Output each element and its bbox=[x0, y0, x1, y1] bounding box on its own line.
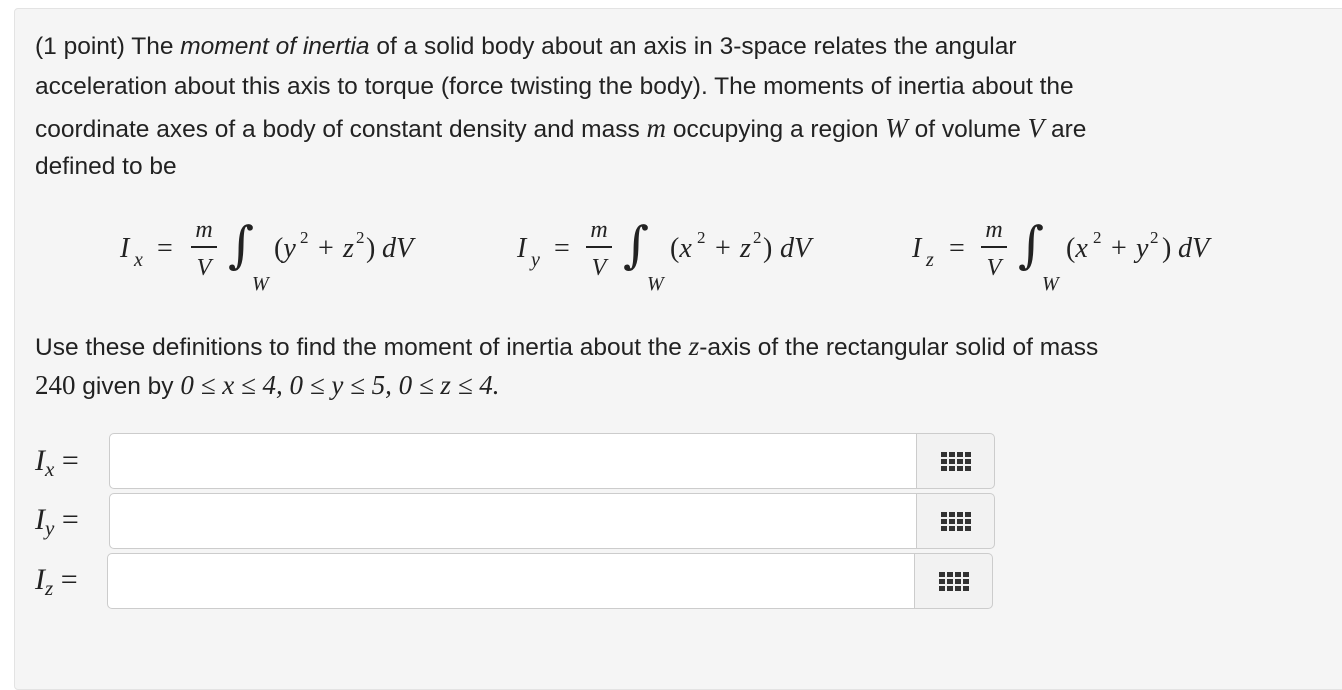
answer-label: $I_z$ = bbox=[35, 563, 78, 600]
instruction-text: Use these definitions to find the moment of inertia about the bbox=[35, 334, 689, 361]
math-var: m bbox=[646, 113, 667, 143]
emphasis-term: moment of inertia bbox=[180, 33, 370, 60]
keypad-grid-icon[interactable] bbox=[917, 433, 995, 489]
instruction-text: -axis of the rectangular solid of mass bbox=[699, 334, 1099, 361]
fraction-bar bbox=[981, 246, 1007, 248]
integral-sign: ∫ bbox=[623, 216, 650, 274]
integral-sign: ∫ bbox=[1018, 216, 1045, 274]
formula-numerator: m bbox=[195, 217, 213, 243]
fraction-bar bbox=[586, 246, 612, 248]
formula-plus: + bbox=[1111, 233, 1127, 264]
formula-var: y bbox=[1136, 233, 1149, 264]
formula-var: z bbox=[343, 233, 354, 264]
formula-close: ) bbox=[1162, 233, 1172, 264]
formula-subscript: z bbox=[926, 249, 934, 271]
formula-symbol: I bbox=[120, 233, 130, 264]
bounds: 0 ≤ x ≤ 4, 0 ≤ y ≤ 5, 0 ≤ z ≤ 4. bbox=[180, 370, 500, 400]
formula-symbol: I bbox=[517, 233, 527, 264]
formula-equals: = bbox=[157, 233, 173, 264]
instruction-line-1 bbox=[35, 333, 1098, 361]
formula-dv: dV bbox=[1178, 233, 1210, 264]
formula-exponent: 2 bbox=[1150, 228, 1159, 247]
formula-exponent: 2 bbox=[300, 228, 309, 247]
keypad-grid-icon[interactable] bbox=[915, 553, 993, 609]
formula-denominator: V bbox=[196, 255, 212, 281]
problem-text: are bbox=[1044, 116, 1087, 143]
formula-numerator: m bbox=[985, 217, 1003, 243]
problem-text: (1 point) The bbox=[35, 33, 181, 60]
fraction-bar bbox=[191, 246, 217, 248]
keypad-grid-icon[interactable] bbox=[917, 493, 995, 549]
problem-text: of volume bbox=[907, 116, 1028, 143]
formula-exponent: 2 bbox=[697, 228, 706, 247]
formula-plus: + bbox=[318, 233, 334, 264]
formula-integrand: (y bbox=[274, 233, 296, 264]
formula-integrand: (x bbox=[670, 233, 692, 264]
formula-exponent: 2 bbox=[356, 228, 365, 247]
problem-line-2: acceleration about this axis to torque (force twisting the body). The moments of inertia about the bbox=[35, 73, 1074, 100]
integral-sign: ∫ bbox=[228, 216, 255, 274]
answer-label: $I_x$ = bbox=[35, 444, 79, 481]
mass-value: 240 bbox=[35, 370, 76, 400]
answer-label: $I_y$ = bbox=[35, 503, 79, 540]
formula-numerator: m bbox=[590, 217, 608, 243]
instruction-line-2 bbox=[35, 372, 500, 400]
problem-line-1 bbox=[35, 35, 1017, 60]
instruction-text: given by bbox=[75, 373, 181, 400]
formula-plus: + bbox=[715, 233, 731, 264]
iy-answer-input[interactable] bbox=[109, 493, 917, 549]
formula-exponent: 2 bbox=[753, 228, 762, 247]
formula-region: W bbox=[647, 273, 664, 295]
math-var: W bbox=[885, 113, 908, 143]
problem-text: occupying a region bbox=[666, 116, 886, 143]
formula-close: ) bbox=[763, 233, 773, 264]
formula-subscript: y bbox=[531, 249, 540, 271]
formula-denominator: V bbox=[986, 255, 1002, 281]
math-var: z bbox=[688, 331, 700, 361]
problem-line-4: defined to be bbox=[35, 153, 177, 180]
formula-integrand: (x bbox=[1066, 233, 1088, 264]
problem-line-3 bbox=[35, 115, 1086, 143]
formula-close: ) bbox=[366, 233, 376, 264]
iz-answer-input[interactable] bbox=[107, 553, 915, 609]
problem-text: of a solid body about an axis in 3-space relates the angular bbox=[369, 33, 1017, 60]
formula-symbol: I bbox=[912, 233, 922, 264]
formula-region: W bbox=[1042, 273, 1059, 295]
formula-denominator: V bbox=[591, 255, 607, 281]
formula-region: W bbox=[252, 273, 269, 295]
formula-var: z bbox=[740, 233, 751, 264]
formula-dv: dV bbox=[780, 233, 812, 264]
formula-equals: = bbox=[949, 233, 965, 264]
problem-text: coordinate axes of a body of constant density and mass bbox=[35, 116, 647, 143]
formula-subscript: x bbox=[134, 249, 143, 271]
formula-exponent: 2 bbox=[1093, 228, 1102, 247]
ix-answer-input[interactable] bbox=[109, 433, 917, 489]
math-var: V bbox=[1027, 113, 1045, 143]
formula-dv: dV bbox=[382, 233, 414, 264]
formula-equals: = bbox=[554, 233, 570, 264]
